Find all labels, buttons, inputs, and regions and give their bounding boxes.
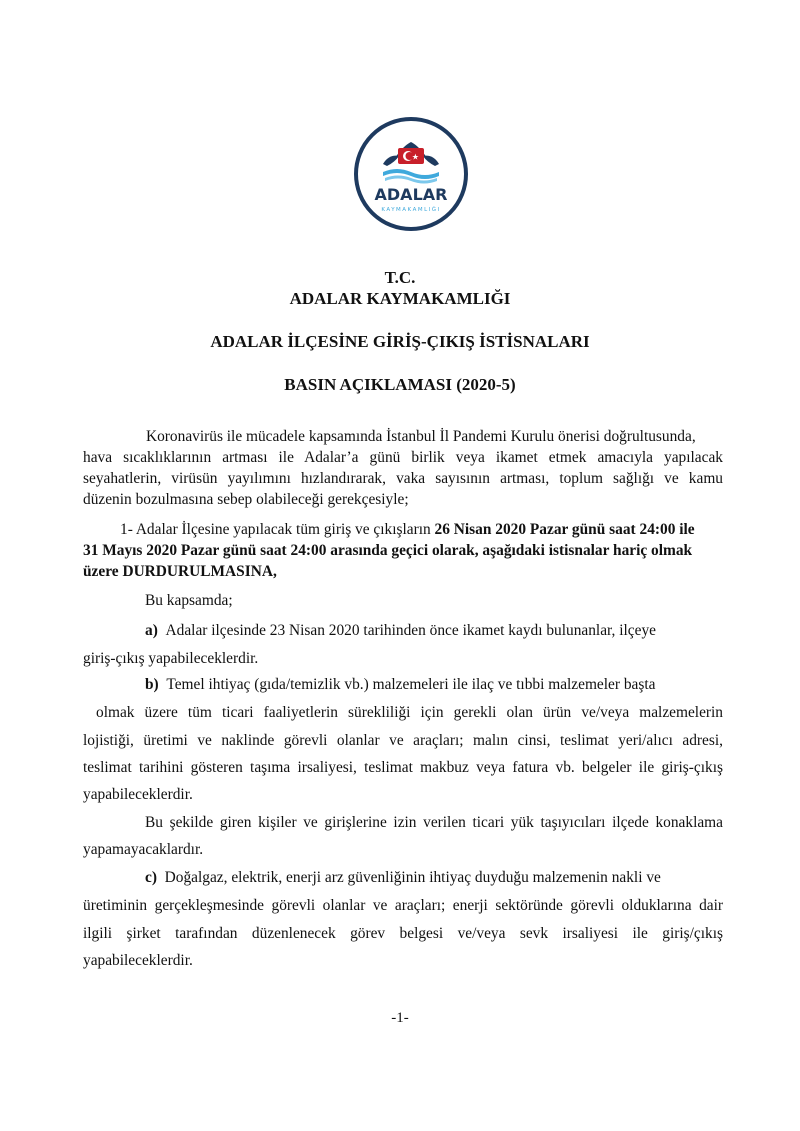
item-c-line-4: yapabileceklerdir. bbox=[83, 952, 193, 969]
item-a-label: a) bbox=[145, 622, 158, 639]
item-1-line-3 bbox=[83, 563, 277, 581]
document-subtitle: BASIN AÇIKLAMASI (2020-5) bbox=[284, 375, 516, 394]
item-1-dates: 26 Nisan 2020 Pazar günü saat 24:00 ile bbox=[434, 521, 695, 538]
item-1-line-2 bbox=[83, 542, 692, 560]
intro-line-3: seyahatlerin, virüsün yayılımını hızlandırarak, vaka sayısının artması, toplum sağlığı ve kamu bbox=[83, 470, 723, 487]
logo-subtitle: KAYMAKAMLIĞI bbox=[381, 207, 441, 213]
item-b-line-2: olmak üzere tüm ticari faaliyetlerin sürekliliği için gerekli olan ürün ve/veya malzemelerin bbox=[96, 704, 723, 721]
logo-title: ADALAR bbox=[374, 185, 448, 204]
item-1-prefix: 1- Adalar İlçesine yapılacak tüm giriş ve çıkışların bbox=[120, 521, 435, 538]
intro-line-2: hava sıcaklıklarının artması ile Adalar’a günü birlik veya ikamet etmek amacıyla yapılacak bbox=[83, 449, 723, 466]
item-c-line-3: ilgili şirket tarafından düzenlenecek görev belgesi ve/veya sevk irsaliyesi ile giriş/çıkış bbox=[83, 925, 723, 942]
item-c-text: Doğalgaz, elektrik, enerji arz güvenliğinin ihtiyaç duyduğu malzemenin nakli ve bbox=[164, 869, 661, 886]
scope-text: Bu kapsamda; bbox=[145, 592, 233, 609]
item-a-line-2: giriş-çıkış yapabileceklerdir. bbox=[83, 650, 259, 667]
item-a-line-1 bbox=[145, 622, 656, 640]
item-b-label: b) bbox=[145, 676, 159, 693]
adalar-kaymakamligi-logo bbox=[353, 116, 469, 232]
intro-line-4: düzenin bozulmasına sebep olabileceği gerekçesiyle; bbox=[83, 491, 409, 508]
item-c-line-2: üretiminin gerçekleşmesinde görevli olanlar ve araçları; enerji sektöründe görevli olduklarına dair bbox=[83, 897, 723, 914]
item-c-label: c) bbox=[145, 869, 157, 886]
item-b-line-5: yapabileceklerdir. bbox=[83, 786, 193, 803]
item-a-text: Adalar ilçesinde 23 Nisan 2020 tarihinden önce ikamet kaydı bulunanlar, ilçeye bbox=[165, 622, 656, 639]
item-1-bold-text: 31 Mayıs 2020 Pazar günü saat 24:00 arasında geçici olarak, aşağıdaki istisnalar hariç olmak bbox=[83, 542, 693, 559]
office-heading: ADALAR KAYMAKAMLIĞI bbox=[289, 289, 511, 308]
item-b-note-line-1: Bu şekilde giren kişiler ve girişlerine izin verilen ticari yük taşıyıcıları ilçede konaklama bbox=[145, 814, 723, 831]
item-c-line-1 bbox=[145, 869, 661, 887]
document-title: ADALAR İLÇESİNE GİRİŞ-ÇIKIŞ İSTİSNALARI bbox=[210, 332, 590, 351]
item-b-text: Temel ihtiyaç (gıda/temizlik vb.) malzemeleri ile ilaç ve tıbbi malzemeler başta bbox=[166, 676, 656, 693]
page-number: -1- bbox=[391, 1010, 409, 1026]
item-b-line-3: lojistiği, üretimi ve naklinde görevli olanlar ve araçları; malın cinsi, teslimat yeri/alıcı adresi, bbox=[83, 732, 723, 749]
item-1-bold-end: üzere DURDURULMASINA, bbox=[83, 563, 277, 580]
tc-heading: T.C. bbox=[384, 268, 416, 287]
intro-line-1: Koronavirüs ile mücadele kapsamında İstanbul İl Pandemi Kurulu önerisi doğrultusunda, bbox=[146, 428, 696, 445]
item-b-line-1 bbox=[145, 676, 655, 694]
item-1-line-1 bbox=[120, 521, 695, 539]
item-b-note-line-2: yapamayacaklardır. bbox=[83, 841, 204, 858]
item-b-line-4: teslimat tarihini gösteren taşıma irsaliyesi, teslimat makbuz veya fatura vb. belgeler ile giriş-çıkış bbox=[83, 759, 723, 776]
